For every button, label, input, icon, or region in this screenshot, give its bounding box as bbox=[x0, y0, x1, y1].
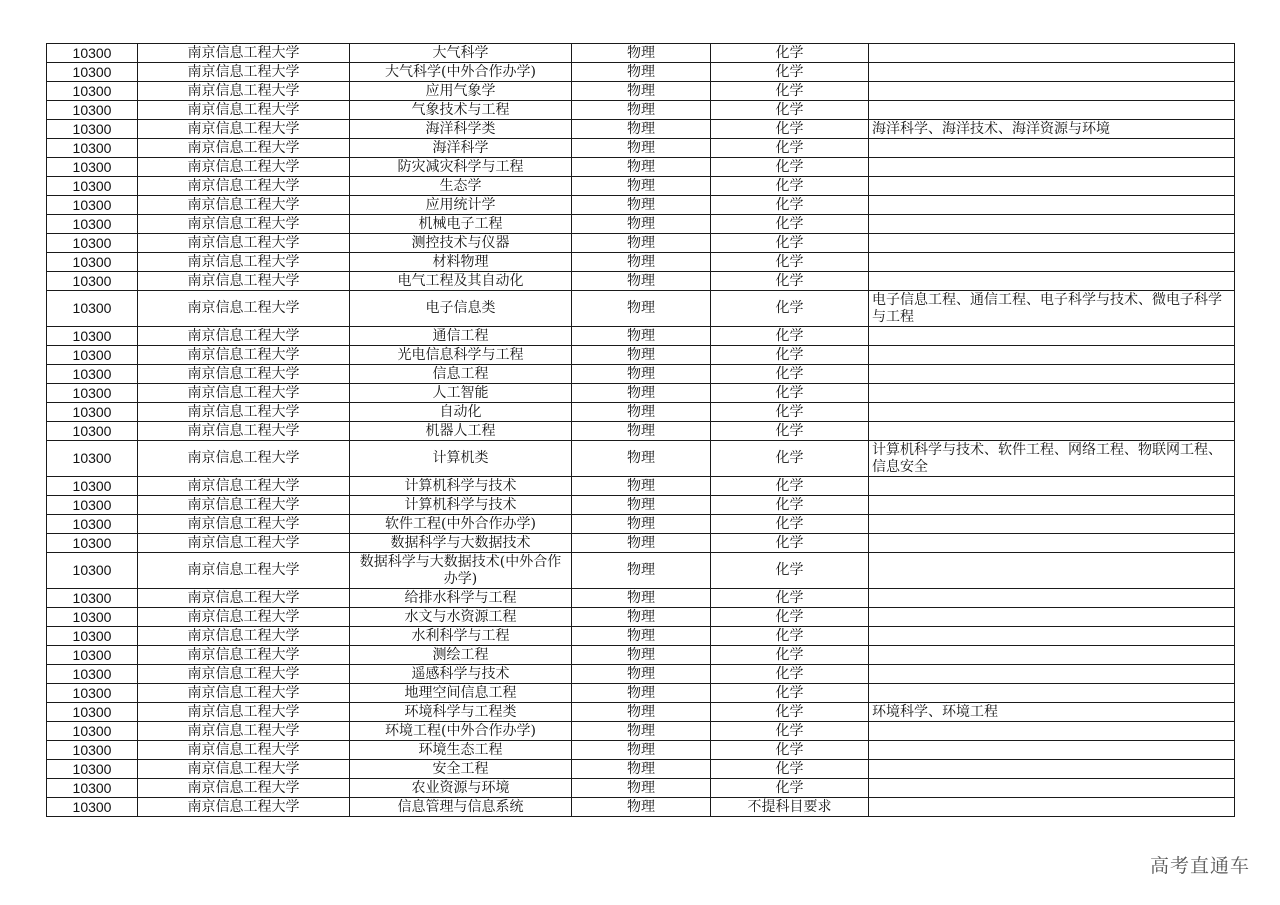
major-name-cell: 气象技术与工程 bbox=[350, 101, 572, 120]
first-subject-cell: 物理 bbox=[572, 627, 711, 646]
major-name-cell: 农业资源与环境 bbox=[350, 779, 572, 798]
included-majors-cell bbox=[869, 82, 1235, 101]
included-majors-cell: 海洋科学、海洋技术、海洋资源与环境 bbox=[869, 120, 1235, 139]
included-majors-cell bbox=[869, 477, 1235, 496]
school-name-cell: 南京信息工程大学 bbox=[138, 608, 350, 627]
major-name-cell: 生态学 bbox=[350, 177, 572, 196]
school-name-cell: 南京信息工程大学 bbox=[138, 515, 350, 534]
school-name-cell: 南京信息工程大学 bbox=[138, 120, 350, 139]
school-code-cell: 10300 bbox=[47, 253, 138, 272]
included-majors-cell bbox=[869, 253, 1235, 272]
first-subject-cell: 物理 bbox=[572, 272, 711, 291]
major-name-cell: 安全工程 bbox=[350, 760, 572, 779]
major-name-cell: 大气科学 bbox=[350, 44, 572, 63]
school-name-cell: 南京信息工程大学 bbox=[138, 422, 350, 441]
table-row bbox=[47, 553, 1235, 589]
table-row bbox=[47, 272, 1235, 291]
included-majors-cell: 计算机科学与技术、软件工程、网络工程、物联网工程、信息安全 bbox=[869, 441, 1235, 477]
first-subject-cell: 物理 bbox=[572, 82, 711, 101]
first-subject-cell: 物理 bbox=[572, 553, 711, 589]
school-name-cell: 南京信息工程大学 bbox=[138, 534, 350, 553]
second-subject-cell: 化学 bbox=[711, 346, 869, 365]
school-code-cell: 10300 bbox=[47, 403, 138, 422]
school-code-cell: 10300 bbox=[47, 722, 138, 741]
school-code-cell: 10300 bbox=[47, 82, 138, 101]
school-name-cell: 南京信息工程大学 bbox=[138, 158, 350, 177]
major-name-cell: 数据科学与大数据技术 bbox=[350, 534, 572, 553]
table-row bbox=[47, 422, 1235, 441]
included-majors-cell bbox=[869, 798, 1235, 817]
major-name-cell: 软件工程(中外合作办学) bbox=[350, 515, 572, 534]
school-name-cell: 南京信息工程大学 bbox=[138, 589, 350, 608]
major-name-cell: 环境工程(中外合作办学) bbox=[350, 722, 572, 741]
major-name-cell: 信息管理与信息系统 bbox=[350, 798, 572, 817]
school-code-cell: 10300 bbox=[47, 177, 138, 196]
school-name-cell: 南京信息工程大学 bbox=[138, 253, 350, 272]
table-row bbox=[47, 346, 1235, 365]
second-subject-cell: 化学 bbox=[711, 741, 869, 760]
first-subject-cell: 物理 bbox=[572, 327, 711, 346]
included-majors-cell bbox=[869, 608, 1235, 627]
first-subject-cell: 物理 bbox=[572, 608, 711, 627]
school-code-cell: 10300 bbox=[47, 291, 138, 327]
second-subject-cell: 化学 bbox=[711, 722, 869, 741]
first-subject-cell: 物理 bbox=[572, 741, 711, 760]
second-subject-cell: 化学 bbox=[711, 291, 869, 327]
school-name-cell: 南京信息工程大学 bbox=[138, 101, 350, 120]
school-code-cell: 10300 bbox=[47, 798, 138, 817]
second-subject-cell: 化学 bbox=[711, 158, 869, 177]
table-row bbox=[47, 441, 1235, 477]
table-row bbox=[47, 177, 1235, 196]
major-name-cell: 机器人工程 bbox=[350, 422, 572, 441]
table-row bbox=[47, 365, 1235, 384]
first-subject-cell: 物理 bbox=[572, 534, 711, 553]
major-name-cell: 测控技术与仪器 bbox=[350, 234, 572, 253]
first-subject-cell: 物理 bbox=[572, 177, 711, 196]
school-name-cell: 南京信息工程大学 bbox=[138, 63, 350, 82]
table-row bbox=[47, 741, 1235, 760]
included-majors-cell bbox=[869, 384, 1235, 403]
school-name-cell: 南京信息工程大学 bbox=[138, 384, 350, 403]
school-name-cell: 南京信息工程大学 bbox=[138, 365, 350, 384]
school-name-cell: 南京信息工程大学 bbox=[138, 477, 350, 496]
table-row bbox=[47, 477, 1235, 496]
second-subject-cell: 化学 bbox=[711, 703, 869, 722]
school-code-cell: 10300 bbox=[47, 272, 138, 291]
school-code-cell: 10300 bbox=[47, 534, 138, 553]
included-majors-cell bbox=[869, 722, 1235, 741]
table-row bbox=[47, 403, 1235, 422]
included-majors-cell bbox=[869, 553, 1235, 589]
second-subject-cell: 化学 bbox=[711, 779, 869, 798]
included-majors-cell bbox=[869, 215, 1235, 234]
included-majors-cell bbox=[869, 365, 1235, 384]
table-row bbox=[47, 139, 1235, 158]
school-code-cell: 10300 bbox=[47, 608, 138, 627]
table-row bbox=[47, 63, 1235, 82]
table-row bbox=[47, 496, 1235, 515]
school-name-cell: 南京信息工程大学 bbox=[138, 177, 350, 196]
school-name-cell: 南京信息工程大学 bbox=[138, 741, 350, 760]
school-name-cell: 南京信息工程大学 bbox=[138, 665, 350, 684]
second-subject-cell: 化学 bbox=[711, 384, 869, 403]
school-name-cell: 南京信息工程大学 bbox=[138, 272, 350, 291]
major-name-cell: 给排水科学与工程 bbox=[350, 589, 572, 608]
second-subject-cell: 化学 bbox=[711, 589, 869, 608]
major-name-cell: 机械电子工程 bbox=[350, 215, 572, 234]
second-subject-cell: 化学 bbox=[711, 515, 869, 534]
table-row bbox=[47, 722, 1235, 741]
school-name-cell: 南京信息工程大学 bbox=[138, 327, 350, 346]
major-name-cell: 水文与水资源工程 bbox=[350, 608, 572, 627]
second-subject-cell: 化学 bbox=[711, 101, 869, 120]
major-name-cell: 计算机科学与技术 bbox=[350, 496, 572, 515]
table-row bbox=[47, 589, 1235, 608]
included-majors-cell bbox=[869, 534, 1235, 553]
included-majors-cell bbox=[869, 760, 1235, 779]
table-row bbox=[47, 646, 1235, 665]
table-row bbox=[47, 608, 1235, 627]
second-subject-cell: 化学 bbox=[711, 82, 869, 101]
second-subject-cell: 化学 bbox=[711, 760, 869, 779]
school-name-cell: 南京信息工程大学 bbox=[138, 403, 350, 422]
included-majors-cell bbox=[869, 196, 1235, 215]
second-subject-cell: 化学 bbox=[711, 534, 869, 553]
table-row bbox=[47, 234, 1235, 253]
school-code-cell: 10300 bbox=[47, 684, 138, 703]
first-subject-cell: 物理 bbox=[572, 684, 711, 703]
second-subject-cell: 化学 bbox=[711, 365, 869, 384]
first-subject-cell: 物理 bbox=[572, 291, 711, 327]
major-name-cell: 防灾减灾科学与工程 bbox=[350, 158, 572, 177]
table-row bbox=[47, 253, 1235, 272]
major-name-cell: 人工智能 bbox=[350, 384, 572, 403]
second-subject-cell: 化学 bbox=[711, 608, 869, 627]
major-name-cell: 地理空间信息工程 bbox=[350, 684, 572, 703]
second-subject-cell: 化学 bbox=[711, 272, 869, 291]
first-subject-cell: 物理 bbox=[572, 779, 711, 798]
second-subject-cell: 化学 bbox=[711, 196, 869, 215]
school-code-cell: 10300 bbox=[47, 496, 138, 515]
school-code-cell: 10300 bbox=[47, 703, 138, 722]
table-row bbox=[47, 515, 1235, 534]
major-name-cell: 大气科学(中外合作办学) bbox=[350, 63, 572, 82]
school-code-cell: 10300 bbox=[47, 346, 138, 365]
first-subject-cell: 物理 bbox=[572, 422, 711, 441]
first-subject-cell: 物理 bbox=[572, 496, 711, 515]
table-row bbox=[47, 120, 1235, 139]
included-majors-cell bbox=[869, 779, 1235, 798]
school-name-cell: 南京信息工程大学 bbox=[138, 441, 350, 477]
watermark-text: 高考直通车 bbox=[1149, 855, 1250, 877]
school-name-cell: 南京信息工程大学 bbox=[138, 627, 350, 646]
included-majors-cell bbox=[869, 684, 1235, 703]
included-majors-cell bbox=[869, 515, 1235, 534]
table-row bbox=[47, 684, 1235, 703]
first-subject-cell: 物理 bbox=[572, 798, 711, 817]
school-name-cell: 南京信息工程大学 bbox=[138, 722, 350, 741]
second-subject-cell: 化学 bbox=[711, 139, 869, 158]
second-subject-cell: 化学 bbox=[711, 327, 869, 346]
school-name-cell: 南京信息工程大学 bbox=[138, 291, 350, 327]
table-row bbox=[47, 384, 1235, 403]
school-code-cell: 10300 bbox=[47, 515, 138, 534]
first-subject-cell: 物理 bbox=[572, 441, 711, 477]
school-code-cell: 10300 bbox=[47, 365, 138, 384]
second-subject-cell: 化学 bbox=[711, 553, 869, 589]
second-subject-cell: 化学 bbox=[711, 665, 869, 684]
first-subject-cell: 物理 bbox=[572, 589, 711, 608]
major-requirements-table bbox=[46, 43, 1235, 817]
school-code-cell: 10300 bbox=[47, 589, 138, 608]
included-majors-cell bbox=[869, 272, 1235, 291]
table-row bbox=[47, 779, 1235, 798]
major-name-cell: 水利科学与工程 bbox=[350, 627, 572, 646]
school-code-cell: 10300 bbox=[47, 779, 138, 798]
first-subject-cell: 物理 bbox=[572, 120, 711, 139]
school-code-cell: 10300 bbox=[47, 441, 138, 477]
school-code-cell: 10300 bbox=[47, 63, 138, 82]
major-name-cell: 应用统计学 bbox=[350, 196, 572, 215]
first-subject-cell: 物理 bbox=[572, 346, 711, 365]
school-code-cell: 10300 bbox=[47, 327, 138, 346]
first-subject-cell: 物理 bbox=[572, 139, 711, 158]
school-code-cell: 10300 bbox=[47, 384, 138, 403]
included-majors-cell bbox=[869, 101, 1235, 120]
school-code-cell: 10300 bbox=[47, 665, 138, 684]
major-name-cell: 海洋科学 bbox=[350, 139, 572, 158]
school-name-cell: 南京信息工程大学 bbox=[138, 234, 350, 253]
school-name-cell: 南京信息工程大学 bbox=[138, 798, 350, 817]
table-row bbox=[47, 703, 1235, 722]
major-name-cell: 数据科学与大数据技术(中外合作办学) bbox=[350, 553, 572, 589]
first-subject-cell: 物理 bbox=[572, 101, 711, 120]
table-row bbox=[47, 44, 1235, 63]
school-name-cell: 南京信息工程大学 bbox=[138, 684, 350, 703]
first-subject-cell: 物理 bbox=[572, 196, 711, 215]
table-row bbox=[47, 215, 1235, 234]
school-name-cell: 南京信息工程大学 bbox=[138, 760, 350, 779]
school-name-cell: 南京信息工程大学 bbox=[138, 703, 350, 722]
first-subject-cell: 物理 bbox=[572, 234, 711, 253]
table-row bbox=[47, 82, 1235, 101]
first-subject-cell: 物理 bbox=[572, 760, 711, 779]
school-code-cell: 10300 bbox=[47, 646, 138, 665]
major-name-cell: 电子信息类 bbox=[350, 291, 572, 327]
first-subject-cell: 物理 bbox=[572, 403, 711, 422]
major-name-cell: 环境科学与工程类 bbox=[350, 703, 572, 722]
major-name-cell: 环境生态工程 bbox=[350, 741, 572, 760]
major-name-cell: 信息工程 bbox=[350, 365, 572, 384]
major-name-cell: 应用气象学 bbox=[350, 82, 572, 101]
school-name-cell: 南京信息工程大学 bbox=[138, 139, 350, 158]
table-row bbox=[47, 665, 1235, 684]
school-name-cell: 南京信息工程大学 bbox=[138, 553, 350, 589]
school-name-cell: 南京信息工程大学 bbox=[138, 215, 350, 234]
first-subject-cell: 物理 bbox=[572, 515, 711, 534]
first-subject-cell: 物理 bbox=[572, 646, 711, 665]
school-code-cell: 10300 bbox=[47, 627, 138, 646]
included-majors-cell bbox=[869, 665, 1235, 684]
first-subject-cell: 物理 bbox=[572, 477, 711, 496]
major-name-cell: 通信工程 bbox=[350, 327, 572, 346]
school-code-cell: 10300 bbox=[47, 101, 138, 120]
school-name-cell: 南京信息工程大学 bbox=[138, 496, 350, 515]
second-subject-cell: 化学 bbox=[711, 177, 869, 196]
included-majors-cell bbox=[869, 44, 1235, 63]
included-majors-cell bbox=[869, 63, 1235, 82]
included-majors-cell bbox=[869, 496, 1235, 515]
school-code-cell: 10300 bbox=[47, 553, 138, 589]
table-row bbox=[47, 798, 1235, 817]
first-subject-cell: 物理 bbox=[572, 44, 711, 63]
school-code-cell: 10300 bbox=[47, 139, 138, 158]
second-subject-cell: 不提科目要求 bbox=[711, 798, 869, 817]
included-majors-cell bbox=[869, 234, 1235, 253]
major-name-cell: 遥感科学与技术 bbox=[350, 665, 572, 684]
table-row bbox=[47, 327, 1235, 346]
school-code-cell: 10300 bbox=[47, 120, 138, 139]
included-majors-cell bbox=[869, 646, 1235, 665]
second-subject-cell: 化学 bbox=[711, 441, 869, 477]
included-majors-cell bbox=[869, 627, 1235, 646]
second-subject-cell: 化学 bbox=[711, 234, 869, 253]
major-name-cell: 材料物理 bbox=[350, 253, 572, 272]
school-name-cell: 南京信息工程大学 bbox=[138, 779, 350, 798]
school-name-cell: 南京信息工程大学 bbox=[138, 646, 350, 665]
second-subject-cell: 化学 bbox=[711, 684, 869, 703]
second-subject-cell: 化学 bbox=[711, 215, 869, 234]
table-row bbox=[47, 158, 1235, 177]
second-subject-cell: 化学 bbox=[711, 120, 869, 139]
first-subject-cell: 物理 bbox=[572, 722, 711, 741]
table-row bbox=[47, 627, 1235, 646]
major-name-cell: 计算机类 bbox=[350, 441, 572, 477]
major-name-cell: 自动化 bbox=[350, 403, 572, 422]
school-name-cell: 南京信息工程大学 bbox=[138, 196, 350, 215]
school-name-cell: 南京信息工程大学 bbox=[138, 82, 350, 101]
first-subject-cell: 物理 bbox=[572, 703, 711, 722]
major-name-cell: 电气工程及其自动化 bbox=[350, 272, 572, 291]
second-subject-cell: 化学 bbox=[711, 44, 869, 63]
school-code-cell: 10300 bbox=[47, 422, 138, 441]
included-majors-cell: 电子信息工程、通信工程、电子科学与技术、微电子科学与工程 bbox=[869, 291, 1235, 327]
major-name-cell: 计算机科学与技术 bbox=[350, 477, 572, 496]
first-subject-cell: 物理 bbox=[572, 665, 711, 684]
major-name-cell: 测绘工程 bbox=[350, 646, 572, 665]
first-subject-cell: 物理 bbox=[572, 253, 711, 272]
first-subject-cell: 物理 bbox=[572, 384, 711, 403]
second-subject-cell: 化学 bbox=[711, 496, 869, 515]
school-code-cell: 10300 bbox=[47, 44, 138, 63]
school-code-cell: 10300 bbox=[47, 158, 138, 177]
included-majors-cell bbox=[869, 422, 1235, 441]
first-subject-cell: 物理 bbox=[572, 365, 711, 384]
table-row bbox=[47, 534, 1235, 553]
second-subject-cell: 化学 bbox=[711, 627, 869, 646]
second-subject-cell: 化学 bbox=[711, 477, 869, 496]
school-code-cell: 10300 bbox=[47, 196, 138, 215]
school-code-cell: 10300 bbox=[47, 741, 138, 760]
second-subject-cell: 化学 bbox=[711, 253, 869, 272]
table-body bbox=[47, 44, 1235, 817]
school-code-cell: 10300 bbox=[47, 760, 138, 779]
included-majors-cell bbox=[869, 327, 1235, 346]
second-subject-cell: 化学 bbox=[711, 63, 869, 82]
included-majors-cell bbox=[869, 741, 1235, 760]
first-subject-cell: 物理 bbox=[572, 63, 711, 82]
included-majors-cell bbox=[869, 139, 1235, 158]
table-row bbox=[47, 196, 1235, 215]
included-majors-cell bbox=[869, 158, 1235, 177]
first-subject-cell: 物理 bbox=[572, 215, 711, 234]
included-majors-cell: 环境科学、环境工程 bbox=[869, 703, 1235, 722]
included-majors-cell bbox=[869, 177, 1235, 196]
table-row bbox=[47, 291, 1235, 327]
included-majors-cell bbox=[869, 346, 1235, 365]
included-majors-cell bbox=[869, 589, 1235, 608]
second-subject-cell: 化学 bbox=[711, 422, 869, 441]
table-row bbox=[47, 101, 1235, 120]
table-row bbox=[47, 760, 1235, 779]
school-name-cell: 南京信息工程大学 bbox=[138, 44, 350, 63]
school-code-cell: 10300 bbox=[47, 215, 138, 234]
school-name-cell: 南京信息工程大学 bbox=[138, 346, 350, 365]
major-name-cell: 光电信息科学与工程 bbox=[350, 346, 572, 365]
school-code-cell: 10300 bbox=[47, 477, 138, 496]
first-subject-cell: 物理 bbox=[572, 158, 711, 177]
included-majors-cell bbox=[869, 403, 1235, 422]
school-code-cell: 10300 bbox=[47, 234, 138, 253]
major-name-cell: 海洋科学类 bbox=[350, 120, 572, 139]
second-subject-cell: 化学 bbox=[711, 646, 869, 665]
second-subject-cell: 化学 bbox=[711, 403, 869, 422]
